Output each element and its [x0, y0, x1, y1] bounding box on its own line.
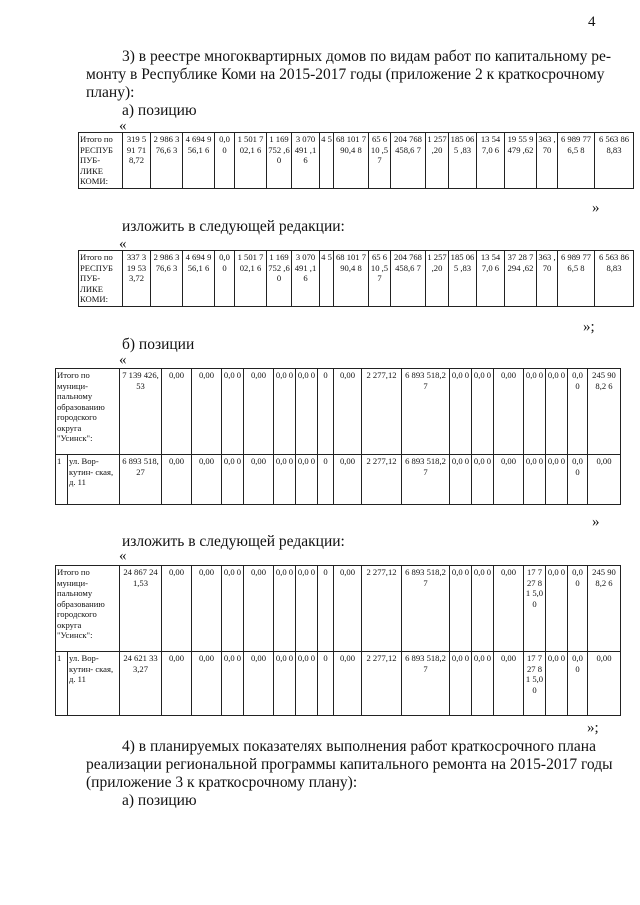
section3-heading-line1: 3) в реестре многоквартирных домов по видам работ по капитальному ре- [122, 48, 612, 65]
table-cell: Итого по РЕСПУБ ПУБ- ЛИКЕ КОМИ: [79, 251, 123, 307]
table-cell: 68 101 790,4 8 [334, 251, 369, 307]
table-cell: 0,00 [192, 455, 222, 505]
table-cell: ул. Вор- кутин- ская, д. 11 [68, 455, 120, 505]
table-cell: 2 277,12 [362, 652, 402, 716]
table-cell: 0,0 0 [215, 133, 235, 189]
section3-heading-line2: монту в Республике Коми на 2015-2017 годы (приложение 2 к краткосрочному [86, 66, 605, 83]
table-cell: 0,00 [192, 566, 222, 652]
table-cell: 0,00 [162, 566, 192, 652]
table-cell: 0,00 [244, 652, 274, 716]
table-cell: 0,00 [162, 652, 192, 716]
open-quote: « [119, 352, 127, 368]
open-quote: « [119, 236, 127, 252]
table-cell: 4 5 [320, 133, 334, 189]
table-cell: 17 727 81 5,0 0 [524, 652, 546, 716]
table-cell: 1 501 702,1 6 [235, 133, 267, 189]
table-cell: 0,0 0 [296, 652, 318, 716]
table-cell: ул. Вор- кутин- ская, д. 11 [68, 652, 120, 716]
table-cell: 0,0 0 [524, 455, 546, 505]
table-cell: 0,0 0 [568, 369, 588, 455]
table-cell: 0 [318, 455, 334, 505]
table-cell: 0,00 [494, 455, 524, 505]
table-cell: 0,00 [244, 455, 274, 505]
table-cell: 2 986 376,6 3 [151, 133, 183, 189]
table-cell: 0,0 0 [472, 369, 494, 455]
table-cell: 17 727 81 5,0 0 [524, 566, 546, 652]
new-wording-label: изложить в следующей редакции: [122, 533, 345, 550]
open-quote: « [119, 548, 127, 564]
table-cell: 0,00 [192, 652, 222, 716]
table-cell: 0,0 0 [546, 455, 568, 505]
table-cell: 0,00 [162, 369, 192, 455]
table-row [79, 133, 634, 189]
table-cell: 0 [318, 369, 334, 455]
table-cell: 319 5 91 71 8,72 [123, 133, 151, 189]
sub-a-label: а) позицию [122, 792, 197, 809]
table-cell: 0,0 0 [274, 652, 296, 716]
table-cell: 0 [318, 566, 334, 652]
table-cell: 24 621 333,27 [120, 652, 162, 716]
table-row [56, 455, 621, 505]
registry-table-new [78, 250, 634, 307]
table-cell: 0,00 [162, 455, 192, 505]
table-cell: 245 908,2 6 [588, 566, 621, 652]
table-cell: 3 070 491 ,16 [292, 251, 320, 307]
table-cell: 65 610 ,57 [369, 251, 391, 307]
table-cell: 0,0 0 [450, 369, 472, 455]
table-cell: 6 563 868,83 [595, 133, 634, 189]
table-cell: 6 893 518,27 [402, 455, 450, 505]
table-cell: 0,0 0 [222, 369, 244, 455]
open-quote: « [119, 118, 127, 134]
page-number: 4 [588, 14, 596, 30]
table-cell: 0,0 0 [568, 652, 588, 716]
table-cell: 19 55 9 479 ,62 [505, 133, 537, 189]
table-cell: 2 277,12 [362, 369, 402, 455]
table-cell: 0,0 0 [222, 652, 244, 716]
table-cell: 185 065 ,83 [449, 251, 477, 307]
table-cell: 6 893 518,27 [402, 566, 450, 652]
table-cell: 65 610 ,57 [369, 133, 391, 189]
table-cell: 0,0 0 [450, 652, 472, 716]
table-cell: 0,00 [192, 369, 222, 455]
table-cell: 0,00 [494, 369, 524, 455]
table-cell: Итого по муници- пальному образованию городского округа "Усинск": [56, 369, 120, 455]
table-cell: 0,00 [244, 369, 274, 455]
table-cell: 3 070 491 ,16 [292, 133, 320, 189]
table-cell: 0,0 0 [524, 369, 546, 455]
table-cell: 2 277,12 [362, 566, 402, 652]
table-cell: 0,0 0 [568, 566, 588, 652]
table-cell: 0,0 0 [546, 369, 568, 455]
table-cell: 337 3 19 53 3,72 [123, 251, 151, 307]
table-cell: 6 989 776,5 8 [558, 251, 595, 307]
table-cell: 0,0 0 [472, 652, 494, 716]
table-cell: Итого по муници- пальному образованию городского округа "Усинск": [56, 566, 120, 652]
registry-table-old [78, 132, 634, 189]
table-cell: 1 169 752 ,60 [267, 133, 292, 189]
table-cell: 363 ,70 [537, 251, 558, 307]
close-quote-semicolon: »; [583, 319, 595, 335]
table-row [56, 369, 621, 455]
sub-a-label: а) позицию [122, 102, 197, 119]
table-cell: 1 169 752 ,60 [267, 251, 292, 307]
table-cell: 204 768 458,6 7 [391, 133, 426, 189]
close-quote-semicolon: »; [587, 720, 599, 736]
close-quote: » [592, 200, 600, 216]
table-cell: 2 277,12 [362, 455, 402, 505]
table-cell: 6 893 518,27 [402, 369, 450, 455]
table-cell: 0,0 0 [274, 566, 296, 652]
table-cell: 185 065 ,83 [449, 133, 477, 189]
table-cell: 245 908,2 6 [588, 369, 621, 455]
table-cell: 0,00 [588, 652, 621, 716]
positions-table-new [55, 565, 621, 716]
sub-b-label: б) позиции [122, 336, 195, 353]
table-cell: 0,0 0 [296, 455, 318, 505]
table-cell: 37 28 7 294 ,62 [505, 251, 537, 307]
table-cell: 13 547,0 6 [477, 133, 505, 189]
table-cell: 1 [56, 455, 68, 505]
table-cell: Итого по РЕСПУБ ПУБ- ЛИКЕ КОМИ: [79, 133, 123, 189]
table-cell: 68 101 790,4 8 [334, 133, 369, 189]
table-cell: 0,00 [244, 566, 274, 652]
table-cell: 0,0 0 [274, 455, 296, 505]
table-cell: 1 [56, 652, 68, 716]
table-cell: 1 257 ,20 [426, 133, 449, 189]
table-cell: 0,00 [494, 566, 524, 652]
table-cell: 6 989 776,5 8 [558, 133, 595, 189]
table-cell: 0,0 0 [472, 566, 494, 652]
close-quote: » [592, 514, 600, 530]
table-cell: 0,00 [334, 566, 362, 652]
table-cell: 2 986 376,6 3 [151, 251, 183, 307]
table-cell: 4 694 956,1 6 [183, 133, 215, 189]
table-cell: 1 257 ,20 [426, 251, 449, 307]
table-cell: 0,0 0 [450, 566, 472, 652]
table-cell: 13 547,0 6 [477, 251, 505, 307]
positions-table-old [55, 368, 621, 505]
table-cell: 7 139 426,53 [120, 369, 162, 455]
table-cell: 6 563 868,83 [595, 251, 634, 307]
table-cell: 0,0 0 [546, 652, 568, 716]
table-row [79, 251, 634, 307]
table-cell: 0,0 0 [568, 455, 588, 505]
table-cell: 0,00 [334, 455, 362, 505]
table-cell: 0,0 0 [450, 455, 472, 505]
table-cell: 0,0 0 [274, 369, 296, 455]
section4-heading-line3: (приложение 3 к краткосрочному плану): [86, 774, 358, 791]
table-cell: 4 5 [320, 251, 334, 307]
section3-heading-line3: плану): [86, 84, 135, 101]
table-cell: 0,0 0 [472, 455, 494, 505]
table-cell: 0 [318, 652, 334, 716]
table-cell: 6 893 518,27 [402, 652, 450, 716]
table-cell: 0,0 0 [296, 566, 318, 652]
section4-heading-line2: реализации региональной программы капитального ремонта на 2015-2017 годы [86, 756, 613, 773]
table-cell: 0,0 0 [222, 566, 244, 652]
table-row [56, 652, 621, 716]
table-cell: 0,00 [494, 652, 524, 716]
section4-heading-line1: 4) в планируемых показателях выполнения работ краткосрочного плана [122, 738, 596, 755]
table-cell: 204 768 458,6 7 [391, 251, 426, 307]
table-cell: 0,0 0 [296, 369, 318, 455]
table-cell: 6 893 518,27 [120, 455, 162, 505]
table-row [56, 566, 621, 652]
table-cell: 363 ,70 [537, 133, 558, 189]
table-cell: 0,0 0 [546, 566, 568, 652]
table-cell: 24 867 241,53 [120, 566, 162, 652]
table-cell: 0,00 [334, 369, 362, 455]
table-cell: 0,0 0 [222, 455, 244, 505]
new-wording-label: изложить в следующей редакции: [122, 218, 345, 235]
table-cell: 0,0 0 [215, 251, 235, 307]
table-cell: 0,00 [334, 652, 362, 716]
table-cell: 0,00 [588, 455, 621, 505]
table-cell: 1 501 702,1 6 [235, 251, 267, 307]
table-cell: 4 694 956,1 6 [183, 251, 215, 307]
